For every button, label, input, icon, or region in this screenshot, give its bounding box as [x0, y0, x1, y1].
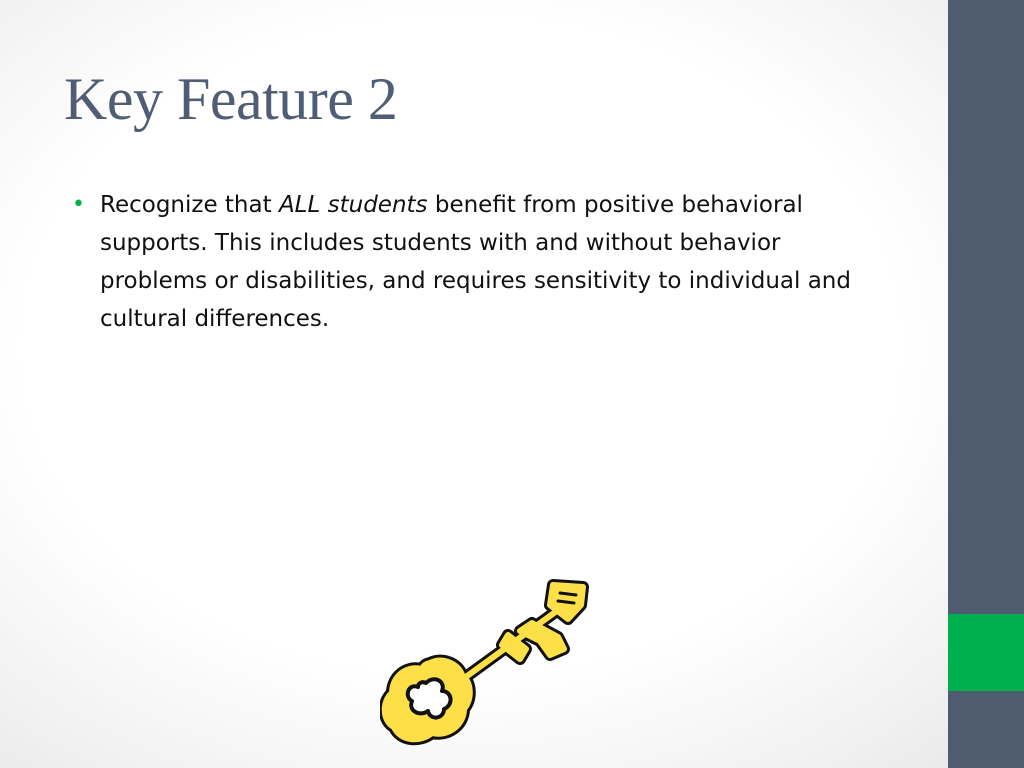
- bullet-list: [72, 186, 882, 338]
- bullet-text-end: benefit from positive behavioral supports. This includes students with and without behavior problems or disabilities, and requires sensitivity to individual and cultural differences.: [100, 192, 851, 332]
- bullet-dot: •: [72, 192, 85, 217]
- side-accent-block: [948, 614, 1024, 691]
- bullet-text-emphasis: ALL students: [278, 192, 428, 218]
- key-icon: [380, 575, 595, 750]
- slide-title: Key Feature 2: [64, 66, 398, 132]
- bullet-item: [72, 186, 882, 338]
- bullet-text-start: Recognize that: [100, 192, 279, 218]
